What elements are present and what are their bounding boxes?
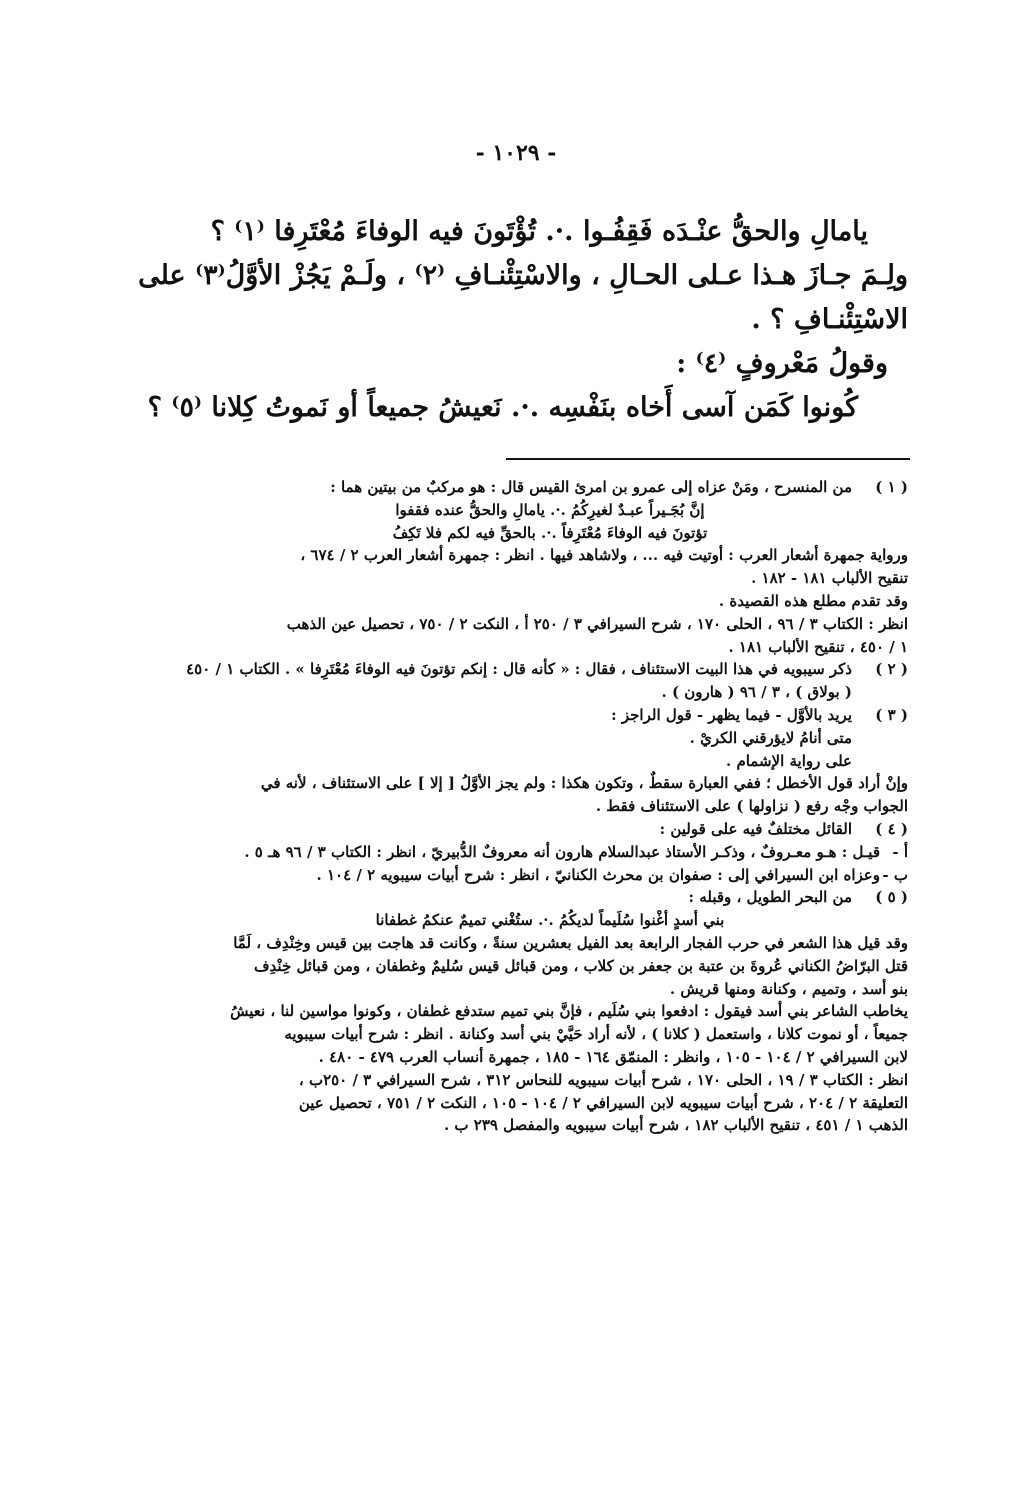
footnote-line: ذكر سيبويه في هذا البيت الاستئناف ، فقال : « كأنه قال : إنكم تؤتونَ فيه الوفاءَ مُعْتَرِفا » . الكتاب ١ / ٤٥٠ xyxy=(186,660,852,679)
footnote-verse: بني أسدٍ أغْنوا سُلَيماً لديكُمُ .·. ستُغْني تميمٌ عنكمُ غطفانا xyxy=(375,911,725,930)
footnote-2 xyxy=(128,658,908,704)
footnote-number: ( ٥ ) xyxy=(875,888,908,907)
footnote-number: ( ١ ) xyxy=(875,478,908,496)
text-line-3: الاسْتِئْنـافِ ؟ . xyxy=(751,304,908,335)
verse-line-1: يامالِ والحقُّ عنْـدَه فَقِفُـوا .·. تُؤْتَونَ فيه الوفاءَ مُعْتَرِفا ⁽١⁾ ؟ xyxy=(210,216,868,247)
subitem-text: وعزاه ابن السيرافي إلى : صفوان بن محرث الكنانيّ ، انظر : شرح أبيات سيبويه ٢ / ١٠٤ . xyxy=(316,865,880,884)
footnote-verse: إنَّ بُجَـيراً عبـدٌ لغيرِكُمُ .·. يامالِ والحقُّ عنده فقفوا xyxy=(395,500,705,519)
footnote-line: لابن السيرافي ٢ / ١٠٤ - ١٠٥ ، وانظر : المنمّق ١٦٤ - ١٨٥ ، جمهرة أنساب العرب ٤٧٩ - ٤٨٠ . xyxy=(318,1047,908,1066)
subitem-label: أ - xyxy=(892,842,908,861)
footnote-line: الذهب ١ / ٤٥١ ، تنقيح الألباب ١٨٢ ، شرح أبيات سيبويه والمفصل ٢٣٩ ب . xyxy=(443,1116,908,1135)
footnote-line: وإنْ أراد قول الأخطل ؛ ففي العبارة سقطٌ ، وتكون هكذا : ولم يجز الأوَّلُ [ إلا ] على الاستئناف ، لأنه في xyxy=(260,774,908,793)
footnote-line: يريد بالأوَّل - فيما يظهر - قول الراجز : xyxy=(611,705,852,724)
main-text xyxy=(128,210,908,430)
footnote-subitem-a xyxy=(128,841,908,864)
footnote-line: ١ / ٤٥٠ ، تنقيح الألباب ١٨١ . xyxy=(728,637,908,656)
footnote-3 xyxy=(128,704,908,772)
verse-line-5: كُونوا كَمَن آسى أَخاه بنَفْسِه .·. نَعيشُ جميعاً أو نَموتُ كِلانا ⁽٥⁾ ؟ xyxy=(147,392,858,423)
footnote-body xyxy=(128,476,852,544)
footnote-line: بنو أسد ، وتميم ، وكنانة ومنها قريش . xyxy=(669,979,908,998)
page-number: - ١٠٢٩ - xyxy=(475,140,557,166)
footnote-line: التعليقة ٢ / ٢٠٤ ، شرح أبيات سيبويه لابن السيرافي ٢ / ١٠٤ - ١٠٥ ، النكت ٢ / ٧٥١ ، تحصيل عين xyxy=(298,1093,908,1112)
footnote-line: القائل مختلفٌ فيه على قولين : xyxy=(659,819,852,838)
footnote-line: انظر : الكتاب ٣ / ١٩ ، الحلى ١٧٠ ، شرح أبيات سيبويه للنحاس ٣١٢ ، شرح السيرافي ٣ / ٢٥٠ب ، xyxy=(298,1070,908,1089)
footnotes xyxy=(128,476,908,1137)
footnote-5 xyxy=(128,886,908,932)
footnote-line: انظر : الكتاب ٣ / ٩٦ ، الحلى ١٧٠ ، شرح السيرافي ٣ / ٢٥٠ أ ، النكت ٢ / ٧٥٠ ، تحصيل عين الذهب xyxy=(286,614,908,633)
footnote-line: ورواية جمهرة أشعار العرب : أوتيت فيه ... ، ولاشاهد فيها . انظر : جمهرة أشعار العرب ٢ / ٦٧٤ ، xyxy=(300,546,908,565)
footnote-line: من المنسرح ، ومَنْ عزاه إلى عمرو بن امرئ القيس قال : هو مركبٌ من بيتين هما : xyxy=(330,478,852,496)
footnote-line: يخاطب الشاعر بني أسد فيقول : ادفعوا بني سُلَيم ، فإنَّ بني تميم ستدفع غطفان ، وكونوا مواسين لنا ، نعيشُ xyxy=(230,1002,908,1021)
footnote-line: قتل البرّاضُ الكناني عُروةَ بن عتبة بن جعفر بن كلاب ، ومن قبائل قيس سُليمٌ وغطفان ، ومن قبائل خِنْدِف xyxy=(254,956,908,975)
footnote-number: ( ٢ ) xyxy=(875,660,908,679)
footnote-line: وقد تقدم مطلع هذه القصيدة . xyxy=(718,591,908,610)
text-line-2: ولِـمَ جـازَ هـذا عـلى الحـالِ ، والاسْتِئْنـافِ ⁽٢⁾ ، ولَـمْ يَجُزْ الأوَّلُ⁽٣⁾ على xyxy=(138,260,908,291)
footnote-line: جميعاً ، أو نموت كلانا ، واستعمل ( كلانا ) ، لأنه أراد حَيَّيْ بني أسد وكنانة . انظر : شرح أبيات سيبويه xyxy=(284,1025,908,1044)
footnote-line: الجواب وجْه رفع ( نزاولها ) على الاستئناف فقط . xyxy=(595,797,908,816)
footnote-number: ( ٣ ) xyxy=(875,705,908,724)
text-line-4: وقولُ مَعْروفٍ ⁽٤⁾ : xyxy=(676,348,888,379)
footnote-4 xyxy=(128,818,908,841)
footnote-line: تنقيح الألباب ١٨١ - ١٨٢ . xyxy=(751,569,908,588)
subitem-label: ب - xyxy=(882,865,908,884)
footnote-body xyxy=(128,658,852,704)
subitem-text: قيـل : هـو معـروفٌ ، وذكـر الأستاذ عبدالسلام هارون أنه معروفٌ الدُّبيريّ ، انظر : الكتاب ٣ / ٩٦ هـ ٥ . xyxy=(244,842,880,861)
footnote-number: ( ٤ ) xyxy=(875,819,908,838)
footnote-line: ( بولاق ) ، ٣ / ٩٦ ( هارون ) . xyxy=(661,683,852,702)
footnote-line: من البحر الطويل ، وقبله : xyxy=(688,888,852,907)
footnote-subitem-b xyxy=(128,864,908,887)
footnote-line: على رواية الإشمام . xyxy=(726,751,852,770)
footnote-separator xyxy=(506,458,910,460)
footnote-body xyxy=(128,886,852,932)
footnote-line: وقد قيل هذا الشعر في حرب الفجار الرابعة بعد الفيل بعشرين سنةً ، وكانت قد هاجت بين قيس وخِنْدِف ، لَمَّا xyxy=(233,933,908,952)
footnote-body xyxy=(128,704,852,772)
footnote-1 xyxy=(128,476,908,544)
footnote-body xyxy=(128,818,852,841)
footnote-verse: تؤتونَ فيه الوفاءَ مُعْتَرِفاً .·. بالحقِّ فيه لكم فلا تَكِفُ xyxy=(392,523,708,542)
footnote-verse: متى أنامُ لايؤرقني الكريْ . xyxy=(689,728,852,747)
